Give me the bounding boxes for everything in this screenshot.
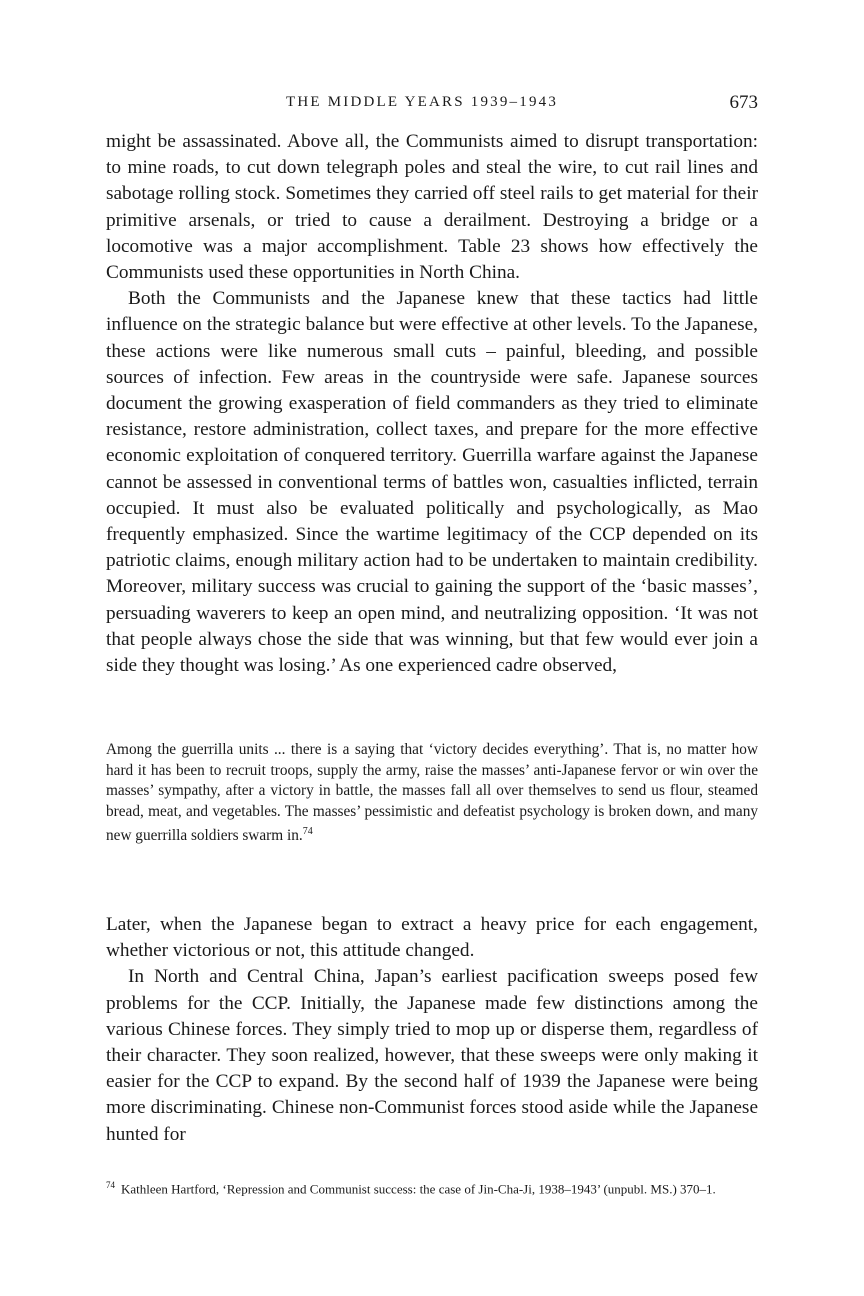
paragraph: Both the Communists and the Japanese knew that these tactics had little influence on the strategic balance but were effective at other levels. To the Japanese, these actions were like numerous small cuts – painful, bleeding, and possible sources of infection. Few areas in the countryside were safe. Japanese sources document the growing exasperation of field commanders as they tried to eliminate resistance, restore administration, collect taxes, and prepare for the more effective economic exploitation of conquered territory. Guerrilla warfare against the Japanese cannot be assessed in conventional terms of battles won, casualties inflicted, terrain occupied. It must also be evaluated politically and psychologically, as Mao frequently emphasized. Since the wartime legitimacy of the CCP depended on its patriotic claims, enough military action had to be undertaken to maintain credibility. Moreover, military success was crucial to gaining the support of the ‘basic masses’, persuading waverers to keep an open mind, and neutralizing opposition. ‘It was not that people always chose the side that was winning, but that few would ever join a side they thought was losing.’ As one experienced cadre observed, — [106, 288, 758, 677]
paragraph: might be assassinated. Above all, the Communists aimed to disrupt transportation: to mine roads, to cut down telegraph poles and steal the wire, to cut rail lines and sabotage rolling stock. Sometimes they carried off steel rails to get material for their primitive arsenals, or tried to cause a derailment. Destroying a bridge or a locomotive was a major accomplishment. Table 23 shows how effectively the Communists used these opportunities in North China. — [106, 131, 758, 284]
footnote-text: Kathleen Hartford, ‘Repression and Communist success: the case of Jin-Cha-Ji, 1938–1943’ (unpubl. MS.) 370–1. — [121, 1181, 716, 1197]
page-number: 673 — [729, 92, 758, 113]
footnote-number: 74 — [106, 1180, 115, 1190]
running-head: THE MIDDLE YEARS 1939–1943 — [286, 94, 559, 110]
paragraph: Later, when the Japanese began to extract a heavy price for each engagement, whether victorious or not, this attitude changed. — [106, 914, 758, 962]
block-quote — [106, 740, 758, 847]
footnote — [106, 1176, 758, 1198]
footnote-reference: 74 — [302, 826, 313, 838]
paragraph: In North and Central China, Japan’s earliest pacification sweeps posed few problems for the CCP. Initially, the Japanese made few distinctions among the various Chinese forces. They simply tried to mop up or disperse them, regardless of their character. They soon realized, however, that these sweeps were only making it easier for the CCP to expand. By the second half of 1939 the Japanese were being more discriminating. Chinese non-Communist forces stood aside while the Japanese hunted for — [106, 966, 758, 1145]
page-header — [106, 92, 758, 122]
body-text-continued — [106, 912, 758, 1148]
body-text — [106, 129, 758, 679]
quote-text: Among the guerrilla units ... there is a saying that ‘victory decides everything’. That is, no matter how hard it has been to recruit troops, supply the army, raise the masses’ anti-Japanese fervor or win over the masses’ sympathy, after a victory in battle, the masses fall all over themselves to send us flour, steamed bread, meat, and vegetables. The masses’ pessimistic and defeatist psychology is broken down, and many new guerrilla soldiers swarm in. — [106, 741, 758, 845]
